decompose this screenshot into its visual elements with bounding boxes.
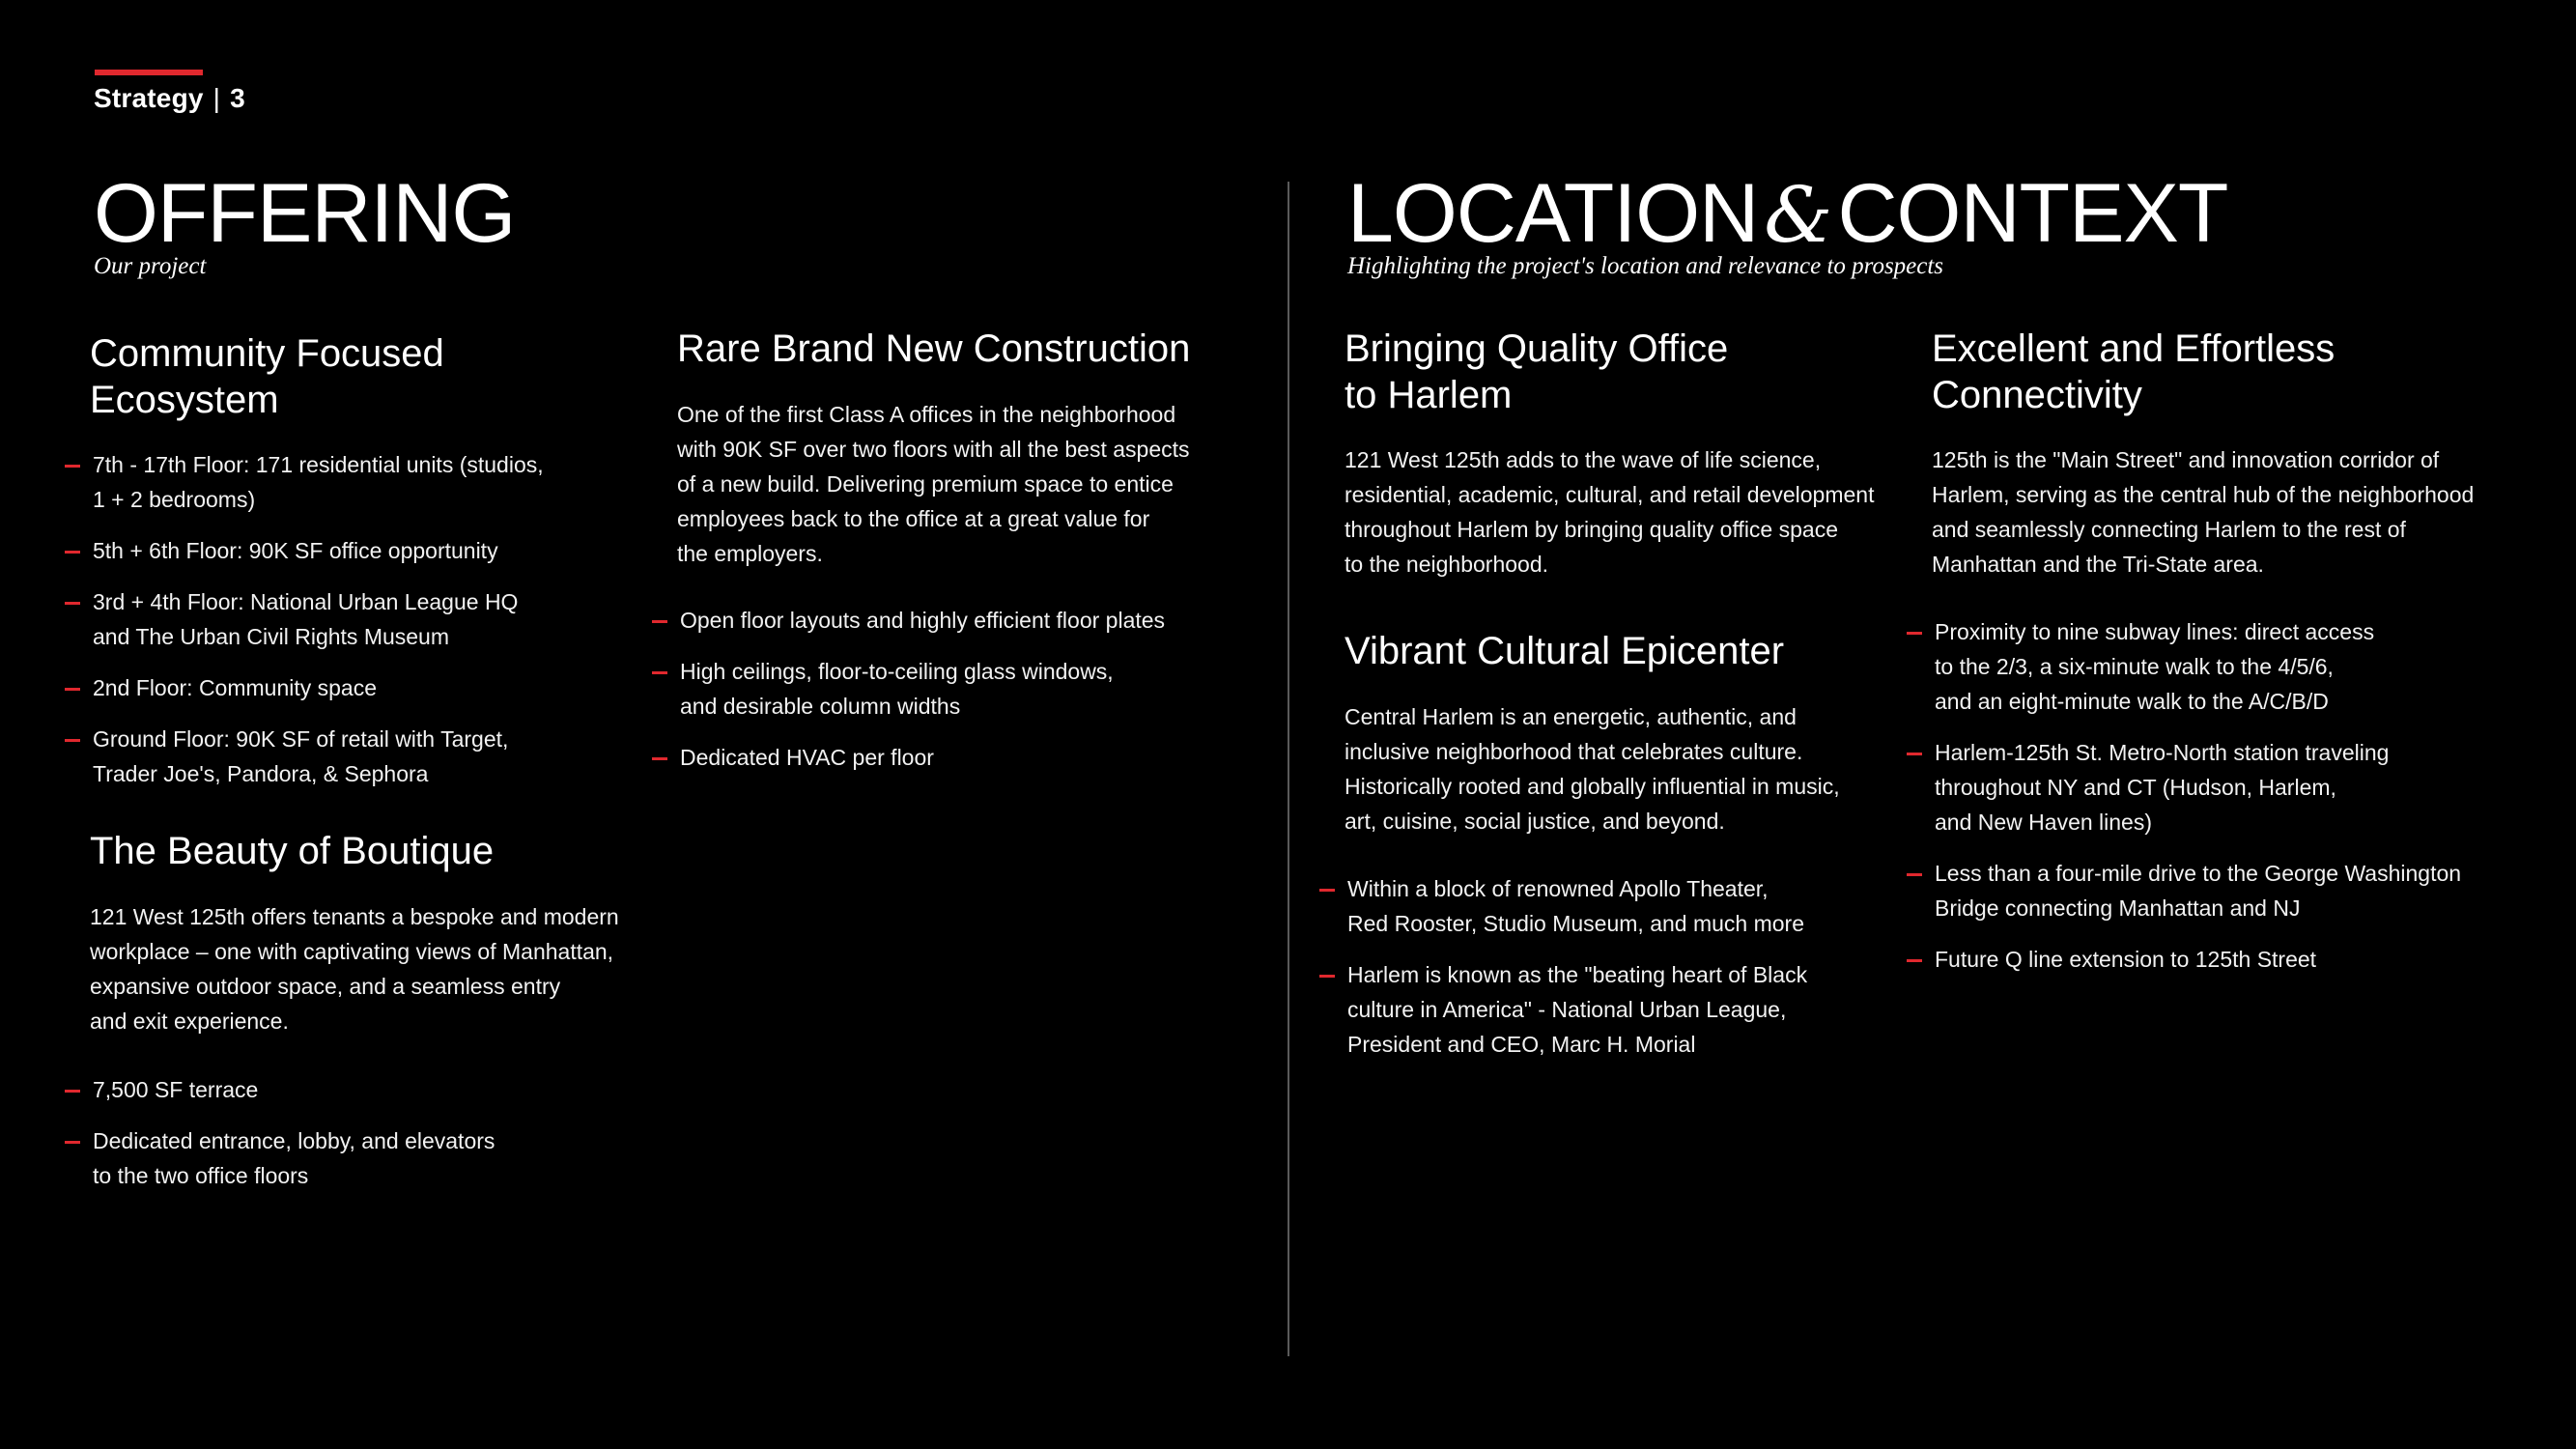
list-item: Dedicated entrance, lobby, and elevators to the two office floors [65, 1123, 495, 1193]
quality-paragraph: 121 West 125th adds to the wave of life science, residential, academic, cultural, and retail development throughout Harlem by bringing quality office space to the neighborhood. [1345, 447, 1875, 577]
bullet-dash [65, 602, 80, 605]
bullet-dash [1319, 975, 1335, 978]
connectivity-heading [1932, 326, 2335, 418]
list-item: 7th - 17th Floor: 171 residential units (studios, 1 + 2 bedrooms) [65, 447, 544, 517]
list-item: 3rd + 4th Floor: National Urban League HQ and The Urban Civil Rights Museum [65, 584, 544, 654]
list-item: 7,500 SF terrace [65, 1072, 495, 1107]
construction-heading: Rare Brand New Construction [677, 327, 1191, 370]
connectivity-heading-line: Connectivity [1932, 374, 2142, 416]
ampersand: & [1764, 170, 1832, 260]
location-subtitle: Highlighting the project's location and relevance to prospects [1347, 253, 1944, 279]
offering-subtitle: Our project [94, 253, 207, 279]
boutique-heading: The Beauty of Boutique [90, 830, 495, 872]
cultural-heading: Vibrant Cultural Epicenter [1345, 630, 1785, 672]
community-heading [90, 330, 444, 423]
bullet-dash [65, 465, 80, 468]
offering-title: OFFERING [94, 167, 516, 260]
quality-heading-line: Bringing Quality Office [1345, 327, 1729, 370]
bullet-dash [1907, 959, 1922, 962]
bullet-dash [1907, 873, 1922, 876]
bullet-dash [65, 551, 80, 554]
bullet-dash [65, 1141, 80, 1144]
list-item: Ground Floor: 90K SF of retail with Target, Trader Joe's, Pandora, & Sephora [65, 722, 544, 791]
boutique-paragraph: 121 West 125th offers tenants a bespoke and modern workplace – one with captivating views of Manhattan, expansive outdoor space, and a seamless entry and exit experience. [90, 904, 619, 1034]
bullet-dash [1319, 889, 1335, 892]
list-item: Proximity to nine subway lines: direct access to the 2/3, a six-minute walk to the 4/5/6, and an eight-minute walk to the A/C/B/D [1907, 614, 2461, 719]
bullet-dash [65, 1090, 80, 1093]
community-heading-line: Ecosystem [90, 379, 279, 421]
accent-bar [95, 70, 203, 75]
connectivity-bullets [1907, 614, 2461, 993]
bullet-dash [1907, 753, 1922, 755]
list-item: Harlem is known as the "beating heart of Black culture in America" - National Urban League, President and CEO, Marc H. Morial [1319, 957, 1807, 1062]
cultural-bullets [1319, 871, 1807, 1078]
connectivity-heading-line: Excellent and Effortless [1932, 327, 2335, 370]
connectivity-paragraph: 125th is the "Main Street" and innovation corridor of Harlem, serving as the central hub of the neighborhood and seamlessly connecting Harlem to the rest of Manhattan and the Tri-State area. [1932, 447, 2475, 577]
quality-heading-line: to Harlem [1345, 374, 1513, 416]
section-separator: | [212, 83, 221, 113]
list-item: Less than a four-mile drive to the George Washington Bridge connecting Manhattan and NJ [1907, 856, 2461, 925]
list-item: Within a block of renowned Apollo Theater, Red Rooster, Studio Museum, and much more [1319, 871, 1807, 941]
section-label [94, 83, 245, 114]
quality-heading [1345, 326, 1728, 418]
column-divider [1288, 182, 1289, 1356]
bullet-dash [652, 671, 667, 674]
page-number: 3 [230, 83, 245, 113]
community-bullets [65, 447, 544, 808]
list-item: Open floor layouts and highly efficient floor plates [652, 603, 1165, 638]
list-item: 5th + 6th Floor: 90K SF office opportunity [65, 533, 544, 568]
construction-paragraph: One of the first Class A offices in the neighborhood with 90K SF over two floors with all the best aspects of a new build. Delivering premium space to entice employees back to the office at a great value for the employers. [677, 402, 1190, 566]
section-name: Strategy [94, 83, 204, 113]
construction-bullets [652, 603, 1165, 791]
list-item: 2nd Floor: Community space [65, 670, 544, 705]
boutique-bullets [65, 1072, 495, 1209]
bullet-dash [65, 688, 80, 691]
bullet-dash [652, 620, 667, 623]
list-item: High ceilings, floor-to-ceiling glass windows, and desirable column widths [652, 654, 1165, 724]
list-item: Harlem-125th St. Metro-North station traveling throughout NY and CT (Hudson, Harlem, and New Haven lines) [1907, 735, 2461, 839]
location-title-left: LOCATION [1347, 167, 1759, 260]
list-item: Future Q line extension to 125th Street [1907, 942, 2461, 977]
community-heading-line: Community Focused [90, 332, 444, 375]
location-title [1347, 167, 2228, 260]
location-title-right: CONTEXT [1837, 167, 2228, 260]
bullet-dash [1907, 632, 1922, 635]
bullet-dash [65, 739, 80, 742]
bullet-dash [652, 757, 667, 760]
list-item: Dedicated HVAC per floor [652, 740, 1165, 775]
cultural-paragraph: Central Harlem is an energetic, authentic, and inclusive neighborhood that celebrates culture. Historically rooted and globally influential in music, art, cuisine, social justice, and beyond. [1345, 704, 1840, 834]
